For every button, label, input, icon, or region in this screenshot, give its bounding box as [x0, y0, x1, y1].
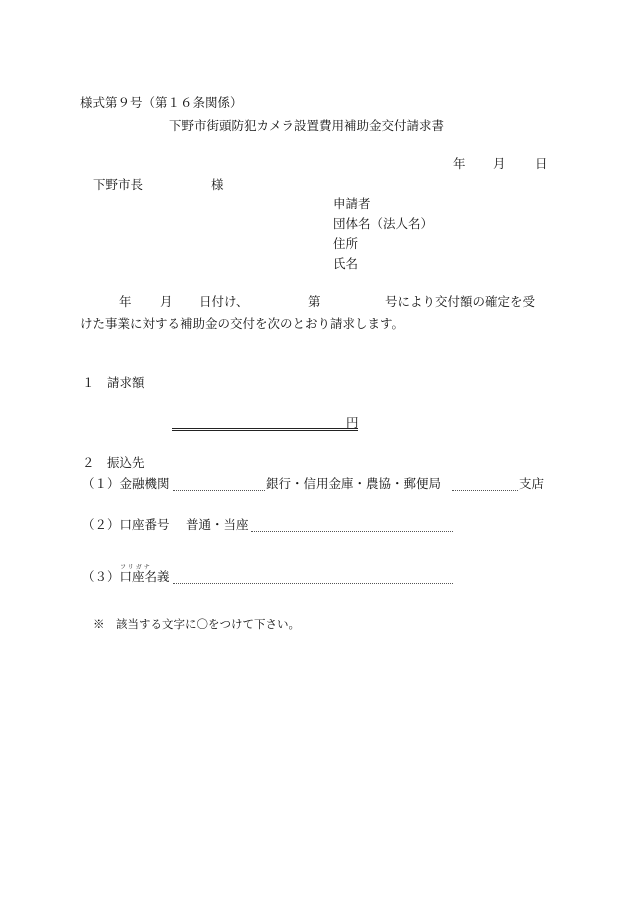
addressee-honorific: 様 — [211, 177, 224, 192]
body-dated: 日付け、 — [199, 294, 249, 309]
form-number: 様式第９号（第１６条関係） — [80, 95, 243, 110]
note: ※ 該当する文字に〇をつけて下さい。 — [93, 617, 300, 631]
account-types: 普通・当座 — [186, 517, 249, 532]
account-holder-ruby: フリガナ — [120, 564, 152, 571]
date-day-label: 日 — [535, 156, 548, 171]
branch-label: 支店 — [519, 476, 545, 491]
body-line1-rest: 号により交付額の確定を受 — [385, 294, 536, 309]
body-month: 月 — [160, 294, 173, 309]
account-holder-field[interactable] — [173, 583, 453, 584]
account-number-label: （２）口座番号 — [82, 517, 170, 532]
section2-heading: ２ 振込先 — [82, 455, 145, 470]
account-holder-label: （３）口座名義 — [82, 569, 170, 584]
body-year: 年 — [119, 294, 132, 309]
document-title: 下野市街頭防犯カメラ設置費用補助金交付請求書 — [169, 118, 445, 133]
account-number-field[interactable] — [251, 531, 453, 532]
branch-name-field[interactable] — [452, 490, 518, 491]
date-month-label: 月 — [493, 156, 506, 171]
applicant-label: 申請者 — [333, 196, 371, 211]
addressee-name: 下野市長 — [93, 177, 144, 192]
bank-name-field[interactable] — [173, 490, 265, 491]
body-dai: 第 — [308, 294, 321, 309]
date-year-label: 年 — [453, 156, 466, 171]
body-line2: けた事業に対する補助金の交付を次のとおり請求します。 — [80, 316, 405, 331]
section1-heading: １ 請求額 — [82, 375, 145, 390]
amount-underline — [172, 428, 358, 431]
applicant-name-label: 氏名 — [333, 256, 359, 271]
amount-unit: 円 — [346, 415, 359, 430]
bank-label: （１）金融機関 — [82, 476, 170, 491]
applicant-org-label: 団体名（法人名） — [333, 216, 434, 231]
bank-types: 銀行・信用金庫・農協・郵便局 — [266, 476, 442, 491]
applicant-address-label: 住所 — [333, 236, 359, 251]
